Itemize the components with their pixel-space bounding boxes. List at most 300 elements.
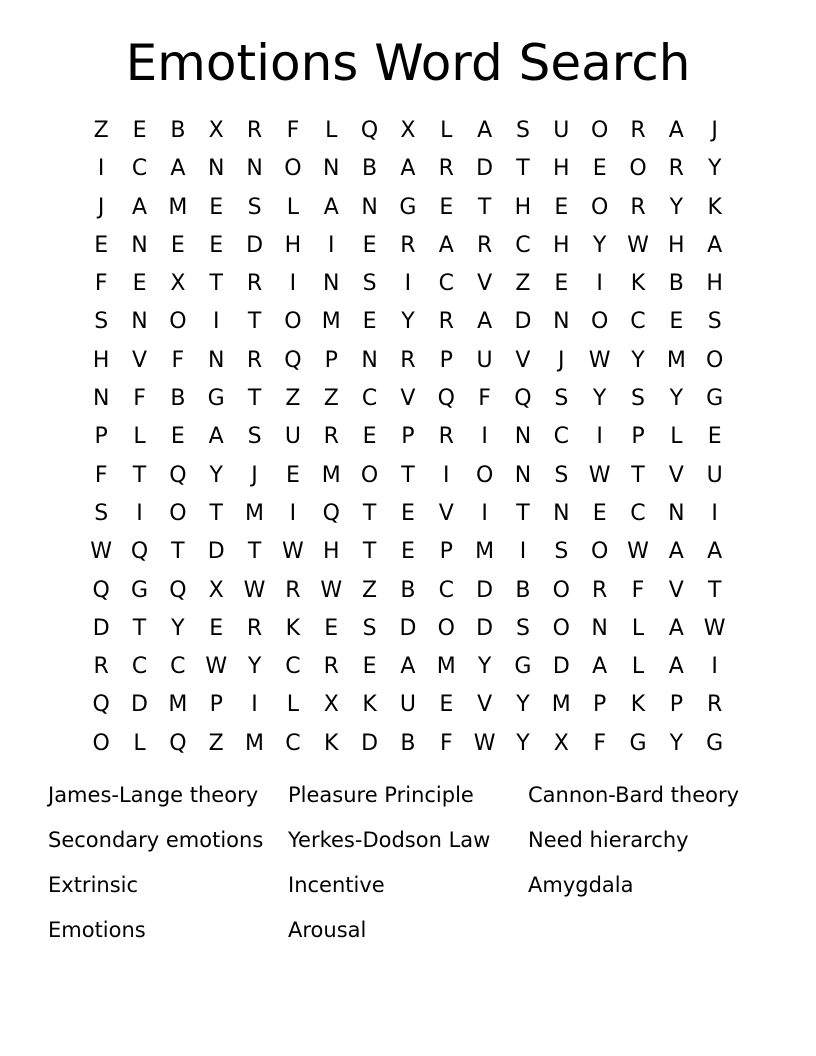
grid-letter: C <box>438 271 454 297</box>
grid-letter: E <box>209 194 224 220</box>
grid-letter: R <box>438 424 454 450</box>
grid-letter: O <box>590 194 609 220</box>
grid-letter: R <box>246 615 263 641</box>
grid-letter: K <box>707 194 722 220</box>
grid-letter: C <box>131 156 148 182</box>
grid-letter: R <box>400 232 416 258</box>
grid-letter: K <box>630 271 646 297</box>
grid-letter: Y <box>669 386 684 412</box>
grid-letter: U <box>399 692 416 718</box>
grid-letter: D <box>514 309 532 335</box>
grid-letter: V <box>668 577 684 603</box>
grid-letter: R <box>323 424 339 450</box>
grid-letter: W <box>90 539 113 565</box>
grid-letter: D <box>476 156 494 182</box>
grid-letter: E <box>400 539 415 565</box>
grid-row <box>82 418 734 456</box>
grid-letter: B <box>515 577 531 603</box>
grid-letter: N <box>207 347 225 373</box>
grid-letter: H <box>553 156 570 182</box>
grid-letter: Z <box>515 271 531 297</box>
grid-letter: N <box>591 615 608 641</box>
grid-letter: F <box>171 347 185 373</box>
grid-row <box>82 265 734 303</box>
grid-letter: X <box>323 692 339 718</box>
grid-letter: T <box>631 462 645 488</box>
grid-letter: F <box>94 271 108 297</box>
grid-row <box>82 112 734 150</box>
grid-letter: Z <box>285 386 301 412</box>
grid-letter: L <box>133 730 146 756</box>
grid-letter: Y <box>209 462 223 488</box>
grid-letter: X <box>208 118 224 143</box>
grid-letter: L <box>440 118 453 143</box>
grid-row <box>82 648 734 686</box>
grid-letter: L <box>670 424 683 450</box>
grid-letter: P <box>439 347 453 373</box>
grid-letter: R <box>630 194 646 220</box>
grid-letter: D <box>476 577 494 603</box>
grid-letter: K <box>362 692 377 718</box>
grid-letter: G <box>706 386 724 412</box>
grid-letter: G <box>514 654 532 680</box>
grid-letter: I <box>481 500 488 526</box>
grid-letter: W <box>627 539 649 565</box>
grid-row <box>82 227 734 265</box>
grid-letter: L <box>133 424 146 450</box>
grid-row <box>82 457 734 495</box>
grid-letter: N <box>323 156 340 182</box>
grid-letter: Y <box>631 347 645 373</box>
grid-letter: J <box>251 462 258 488</box>
grid-letter: Q <box>169 462 187 488</box>
grid-letter: A <box>477 118 493 143</box>
grid-letter: V <box>438 500 454 526</box>
grid-letter: E <box>285 462 300 488</box>
grid-letter: M <box>168 692 188 718</box>
letter-grid <box>82 112 734 763</box>
grid-letter: O <box>475 462 494 488</box>
grid-letter: Y <box>401 309 415 335</box>
grid-letter: I <box>327 232 335 258</box>
grid-letter: O <box>590 539 609 565</box>
grid-letter: R <box>591 577 608 603</box>
grid-letter: N <box>514 424 532 450</box>
grid-letter: S <box>515 615 530 641</box>
grid-letter: R <box>400 347 416 373</box>
grid-letter: S <box>247 194 262 220</box>
grid-letter: I <box>481 424 488 450</box>
grid-letter: I <box>443 462 450 488</box>
grid-letter: M <box>245 500 265 526</box>
grid-letter: Q <box>322 500 340 526</box>
grid-letter: B <box>400 730 416 756</box>
grid-letter: M <box>475 539 495 565</box>
grid-letter: H <box>514 194 532 220</box>
grid-letter: O <box>169 309 187 335</box>
grid-letter: S <box>94 309 109 335</box>
grid-letter: E <box>132 118 147 143</box>
grid-letter: F <box>631 577 645 603</box>
grid-letter: P <box>401 424 415 450</box>
grid-letter: B <box>170 118 186 143</box>
grid-letter: E <box>94 232 109 258</box>
grid-letter: C <box>131 654 148 680</box>
grid-letter: A <box>438 232 454 258</box>
grid-letter: S <box>554 539 569 565</box>
grid-letter: I <box>212 309 220 335</box>
grid-letter: I <box>596 424 603 450</box>
grid-letter: G <box>629 730 647 756</box>
grid-letter: L <box>631 654 645 680</box>
grid-letter: J <box>97 194 105 220</box>
grid-letter: S <box>554 386 569 412</box>
grid-letter: T <box>247 309 262 335</box>
grid-letter: H <box>706 271 723 297</box>
grid-letter: D <box>246 232 264 258</box>
grid-letter: S <box>94 500 109 526</box>
grid-letter: T <box>247 539 262 565</box>
grid-letter: E <box>554 271 569 297</box>
grid-letter: P <box>593 692 607 718</box>
grid-letter: E <box>592 500 607 526</box>
grid-letter: T <box>247 386 262 412</box>
grid-letter: C <box>553 424 569 450</box>
grid-letter: E <box>324 615 339 641</box>
grid-letter: P <box>324 347 338 373</box>
grid-letter: T <box>401 462 415 488</box>
grid-letter: A <box>668 615 684 641</box>
grid-letter: N <box>246 156 263 182</box>
grid-letter: E <box>439 692 454 718</box>
grid-letter: C <box>515 232 531 258</box>
grid-letter: X <box>170 271 186 297</box>
word-list-item: Need hierarchy <box>528 828 689 852</box>
grid-letter: D <box>361 730 379 756</box>
grid-letter: N <box>361 194 378 220</box>
grid-letter: Y <box>669 730 684 756</box>
grid-letter: L <box>631 615 645 641</box>
grid-letter: C <box>285 730 301 756</box>
grid-letter: Z <box>323 386 339 412</box>
grid-letter: A <box>592 654 608 680</box>
grid-letter: M <box>321 462 341 488</box>
grid-letter: V <box>400 386 416 412</box>
grid-letter: R <box>630 118 646 143</box>
grid-letter: E <box>707 424 722 450</box>
grid-letter: E <box>439 194 454 220</box>
page-title: Emotions Word Search <box>125 34 691 92</box>
grid-letter: R <box>476 232 493 258</box>
grid-letter: C <box>170 654 186 680</box>
grid-letter: O <box>284 309 302 335</box>
grid-letter: T <box>209 500 223 526</box>
grid-letter: C <box>438 577 454 603</box>
grid-letter: T <box>516 500 530 526</box>
grid-letter: E <box>132 271 147 297</box>
grid-letter: R <box>285 577 301 603</box>
grid-letter: C <box>285 654 301 680</box>
word-list-item: Yerkes-Dodson Law <box>288 828 491 852</box>
grid-letter: R <box>93 654 109 680</box>
grid-letter: I <box>596 271 603 297</box>
grid-letter: C <box>361 386 378 412</box>
grid-letter: O <box>169 500 187 526</box>
grid-letter: J <box>558 347 565 373</box>
grid-letter: T <box>171 539 185 565</box>
grid-letter: C <box>630 500 646 526</box>
grid-row <box>82 189 734 227</box>
grid-letter: S <box>362 615 377 641</box>
grid-letter: E <box>362 654 377 680</box>
grid-letter: T <box>209 271 223 297</box>
grid-row <box>82 380 734 418</box>
grid-letter: B <box>362 156 378 182</box>
grid-letter: N <box>131 309 148 335</box>
grid-letter: U <box>706 462 723 488</box>
grid-letter: A <box>400 654 416 680</box>
grid-row <box>82 725 734 763</box>
grid-letter: N <box>131 232 148 258</box>
grid-letter: N <box>361 347 378 373</box>
grid-letter: P <box>631 424 645 450</box>
grid-letter: I <box>519 539 527 565</box>
grid-letter: E <box>362 309 377 335</box>
grid-letter: I <box>289 271 297 297</box>
grid-letter: I <box>711 500 718 526</box>
grid-letter: G <box>399 194 417 220</box>
grid-letter: E <box>554 194 569 220</box>
grid-letter: P <box>94 424 108 450</box>
grid-letter: S <box>707 309 722 335</box>
grid-letter: S <box>515 118 530 143</box>
grid-letter: G <box>130 577 149 603</box>
grid-letter: Y <box>171 615 185 641</box>
grid-letter: Y <box>592 386 607 412</box>
grid-letter: A <box>131 194 148 220</box>
word-list <box>48 776 788 956</box>
word-list-item: Amygdala <box>528 873 634 897</box>
grid-letter: R <box>668 156 684 182</box>
grid-letter: N <box>553 309 570 335</box>
grid-letter: W <box>588 462 611 488</box>
grid-letter: T <box>516 156 530 182</box>
grid-row <box>82 495 734 533</box>
word-list-item: Secondary emotions <box>48 828 264 852</box>
grid-letter: W <box>627 232 649 258</box>
grid-letter: G <box>706 730 724 756</box>
word-list-item: Emotions <box>48 918 146 942</box>
grid-letter: I <box>136 500 143 526</box>
word-list-item: Arousal <box>288 918 367 942</box>
word-list-item: Incentive <box>288 873 385 897</box>
grid-letter: V <box>515 347 531 373</box>
grid-letter: O <box>590 309 609 335</box>
word-list-item: James-Lange theory <box>48 783 259 807</box>
grid-letter: F <box>478 386 491 412</box>
grid-letter: D <box>207 539 225 565</box>
grid-letter: W <box>320 577 343 603</box>
grid-letter: L <box>325 118 338 143</box>
grid-letter: Q <box>169 577 187 603</box>
grid-letter: I <box>289 500 297 526</box>
grid-letter: A <box>668 118 684 143</box>
grid-letter: U <box>553 118 570 143</box>
grid-letter: T <box>362 539 377 565</box>
grid-letter: Q <box>284 347 302 373</box>
grid-letter: M <box>436 654 456 680</box>
grid-letter: E <box>669 309 684 335</box>
grid-letter: T <box>132 615 147 641</box>
grid-letter: H <box>322 539 340 565</box>
grid-letter: S <box>362 271 377 297</box>
grid-letter: A <box>668 539 684 565</box>
grid-letter: R <box>246 271 263 297</box>
grid-letter: X <box>553 730 569 756</box>
grid-letter: E <box>209 232 224 258</box>
grid-letter: A <box>400 156 416 182</box>
grid-letter: R <box>707 692 723 718</box>
grid-letter: B <box>400 577 416 603</box>
grid-letter: Q <box>92 692 110 718</box>
grid-letter: G <box>207 386 225 412</box>
grid-letter: Y <box>669 194 684 220</box>
grid-letter: L <box>286 692 300 718</box>
grid-row <box>82 150 734 188</box>
grid-letter: Q <box>169 730 187 756</box>
grid-letter: Y <box>516 692 530 718</box>
grid-letter: D <box>552 654 570 680</box>
grid-letter: E <box>209 615 224 641</box>
grid-letter: Y <box>477 654 492 680</box>
grid-letter: O <box>284 156 302 182</box>
grid-letter: R <box>246 347 263 373</box>
grid-letter: I <box>97 156 105 182</box>
grid-letter: Y <box>247 654 262 680</box>
grid-letter: M <box>666 347 686 373</box>
grid-letter: P <box>209 692 223 718</box>
grid-letter: T <box>707 577 722 603</box>
word-list-item: Extrinsic <box>48 873 139 897</box>
grid-letter: V <box>131 347 148 373</box>
grid-letter: Y <box>592 232 607 258</box>
grid-letter: E <box>170 232 185 258</box>
grid-letter: X <box>208 577 224 603</box>
grid-letter: M <box>168 194 188 220</box>
grid-letter: T <box>362 500 377 526</box>
grid-row <box>82 533 734 571</box>
grid-letter: H <box>284 232 302 258</box>
grid-letter: D <box>131 692 148 718</box>
grid-letter: M <box>245 730 265 756</box>
grid-letter: S <box>554 462 569 488</box>
grid-letter: O <box>706 347 724 373</box>
grid-letter: A <box>668 654 684 680</box>
grid-letter: Z <box>362 577 378 603</box>
grid-row <box>82 303 734 341</box>
grid-letter: W <box>703 615 726 641</box>
grid-letter: H <box>668 232 685 258</box>
grid-letter: I <box>711 654 718 680</box>
grid-letter: F <box>439 730 453 756</box>
grid-letter: N <box>207 156 225 182</box>
grid-letter: B <box>668 271 684 297</box>
grid-row <box>82 686 734 724</box>
grid-letter: K <box>630 692 646 718</box>
grid-letter: A <box>707 232 723 258</box>
grid-letter: O <box>590 118 609 143</box>
grid-letter: Z <box>93 118 109 143</box>
grid-letter: N <box>92 386 110 412</box>
grid-letter: Y <box>516 730 530 756</box>
grid-letter: L <box>286 194 300 220</box>
grid-letter: A <box>707 539 723 565</box>
grid-letter: W <box>473 730 496 756</box>
grid-letter: T <box>477 194 492 220</box>
grid-letter: V <box>477 271 493 297</box>
grid-letter: K <box>324 730 339 756</box>
grid-letter: Q <box>130 539 149 565</box>
grid-letter: E <box>400 500 415 526</box>
grid-row <box>82 572 734 610</box>
grid-letter: Y <box>707 156 722 182</box>
grid-letter: O <box>92 730 110 756</box>
grid-letter: I <box>251 692 258 718</box>
grid-row <box>82 342 734 380</box>
grid-letter: W <box>205 654 228 680</box>
grid-letter: S <box>631 386 645 412</box>
grid-letter: Q <box>514 386 532 412</box>
grid-letter: O <box>629 156 647 182</box>
grid-letter: A <box>477 309 493 335</box>
grid-letter: P <box>669 692 683 718</box>
grid-letter: D <box>399 615 417 641</box>
grid-letter: Q <box>437 386 455 412</box>
grid-letter: J <box>711 118 718 143</box>
grid-letter: K <box>285 615 301 641</box>
grid-letter: E <box>362 424 377 450</box>
grid-letter: E <box>592 156 607 182</box>
grid-letter: V <box>668 462 684 488</box>
grid-letter: E <box>362 232 377 258</box>
grid-letter: S <box>247 424 262 450</box>
grid-letter: Q <box>92 577 110 603</box>
grid-letter: X <box>400 118 416 143</box>
grid-letter: Q <box>360 118 379 143</box>
grid-letter: F <box>286 118 300 143</box>
grid-letter: W <box>243 577 266 603</box>
grid-letter: B <box>170 386 186 412</box>
grid-letter: A <box>323 194 339 220</box>
grid-letter: T <box>132 462 147 488</box>
grid-letter: M <box>551 692 571 718</box>
grid-letter: U <box>284 424 301 450</box>
grid-letter: O <box>360 462 379 488</box>
grid-letter: U <box>476 347 493 373</box>
grid-letter: P <box>439 539 453 565</box>
grid-letter: N <box>323 271 340 297</box>
grid-letter: R <box>323 654 339 680</box>
grid-letter: A <box>170 156 186 182</box>
grid-letter: E <box>170 424 185 450</box>
grid-letter: D <box>92 615 110 641</box>
grid-letter: V <box>477 692 493 718</box>
grid-letter: N <box>514 462 532 488</box>
grid-letter: O <box>437 615 455 641</box>
grid-letter: O <box>552 577 570 603</box>
grid-letter: D <box>476 615 494 641</box>
grid-letter: H <box>553 232 570 258</box>
